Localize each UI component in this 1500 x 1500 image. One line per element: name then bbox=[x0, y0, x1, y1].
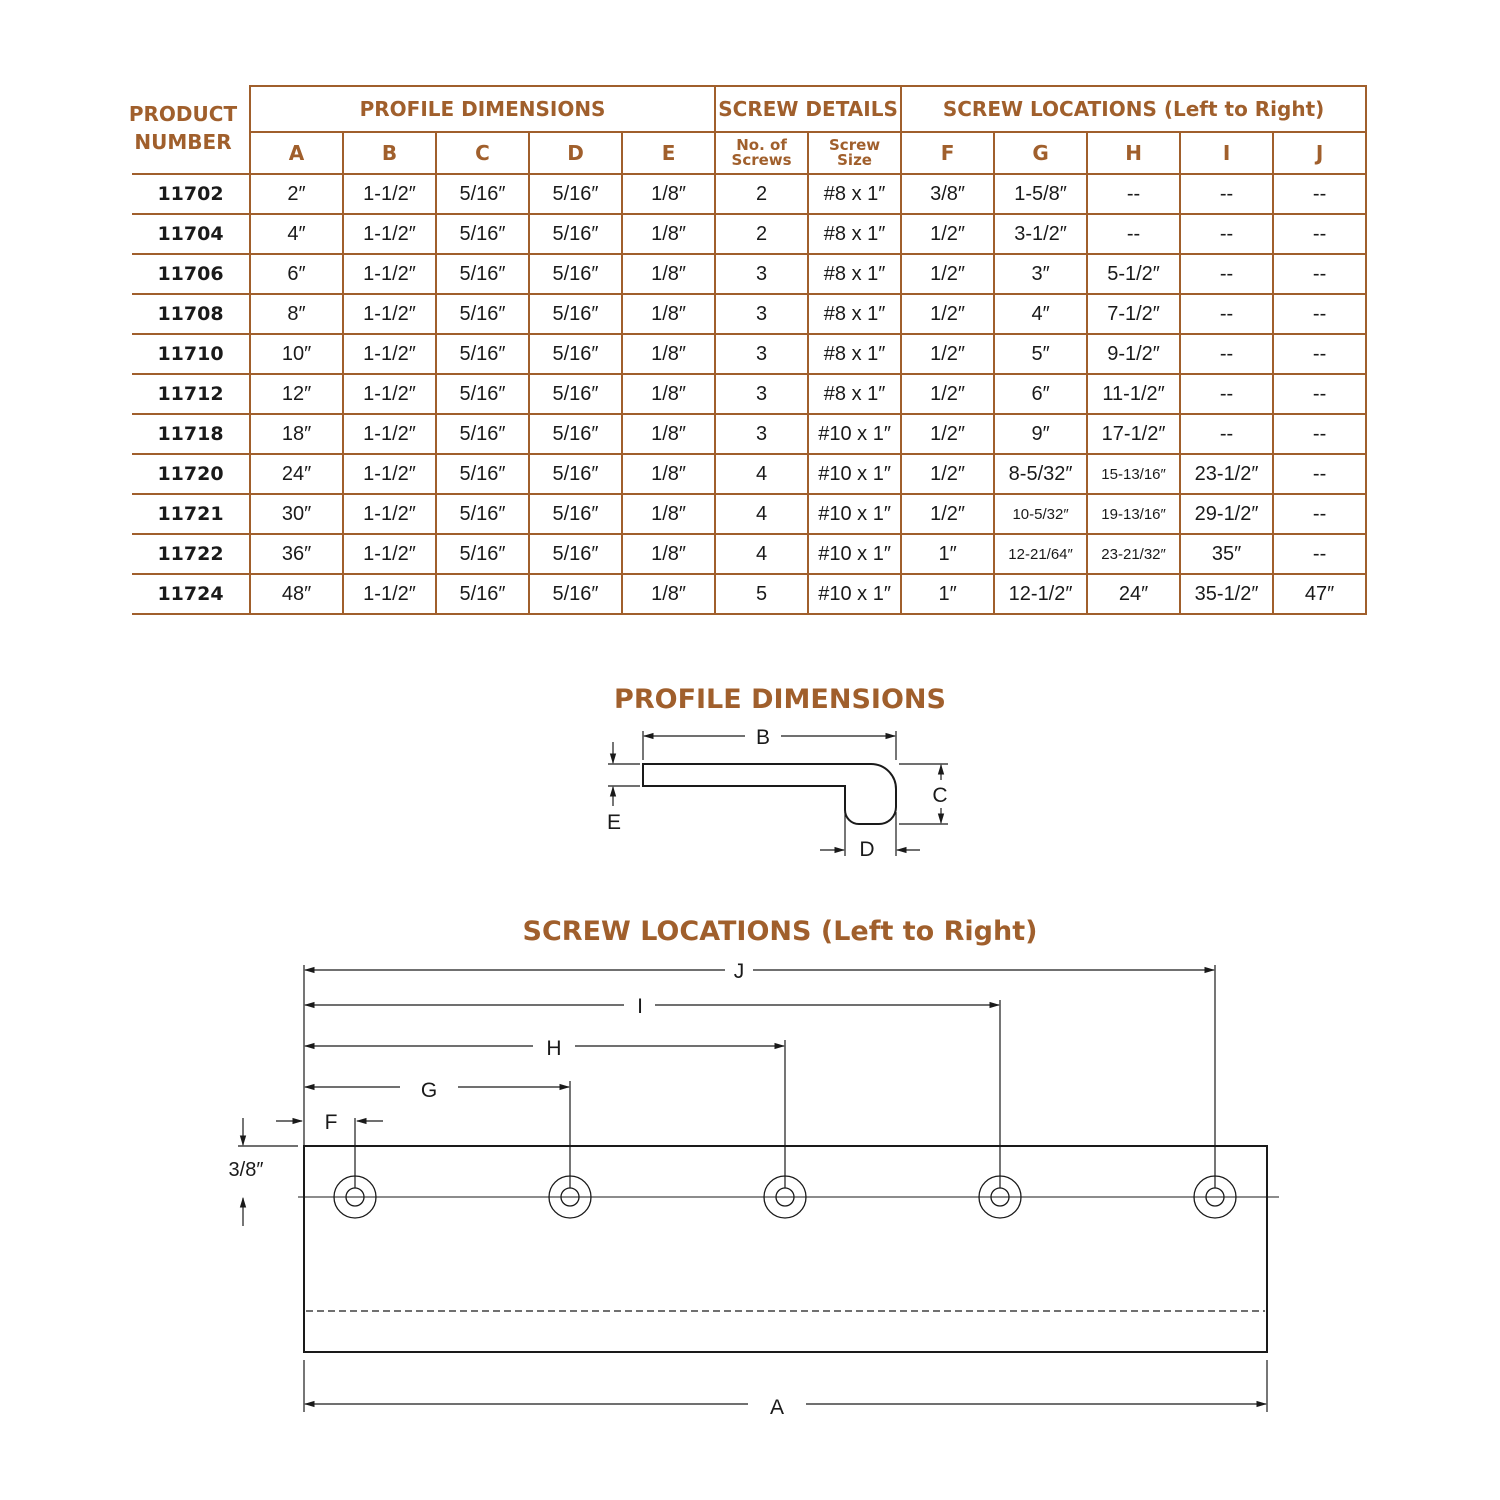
table-cell: -- bbox=[1180, 214, 1273, 254]
product-number-cell: 11710 bbox=[132, 334, 250, 374]
table-cell: 12″ bbox=[250, 374, 343, 414]
table-cell: 1/8″ bbox=[622, 374, 715, 414]
profile-label-e: E bbox=[606, 811, 622, 834]
table-cell: 5/16″ bbox=[436, 574, 529, 614]
col-h: H bbox=[1087, 132, 1180, 174]
table-cell: 2 bbox=[715, 174, 808, 214]
table-cell: -- bbox=[1087, 214, 1180, 254]
table-cell: 1″ bbox=[901, 534, 994, 574]
screw-diagram-title: SCREW LOCATIONS (Left to Right) bbox=[522, 916, 1038, 947]
screw-label-j: J bbox=[733, 960, 745, 983]
table-cell: 6″ bbox=[994, 374, 1087, 414]
screw-label-edge: 3/8″ bbox=[228, 1159, 264, 1181]
profile-shape bbox=[643, 764, 896, 824]
table-cell: 5/16″ bbox=[529, 414, 622, 454]
table-cell: -- bbox=[1180, 294, 1273, 334]
table-cell: 7-1/2″ bbox=[1087, 294, 1180, 334]
table-cell: 5 bbox=[715, 574, 808, 614]
product-number-cell: 11704 bbox=[132, 214, 250, 254]
table-cell: -- bbox=[1180, 254, 1273, 294]
screw-label-f: F bbox=[324, 1111, 338, 1134]
table-cell: #8 x 1″ bbox=[808, 254, 901, 294]
table-cell: 4 bbox=[715, 454, 808, 494]
table-cell: 3 bbox=[715, 294, 808, 334]
product-number-cell: 11702 bbox=[132, 174, 250, 214]
table-cell: 5/16″ bbox=[529, 214, 622, 254]
table-cell: -- bbox=[1087, 174, 1180, 214]
col-g: G bbox=[994, 132, 1087, 174]
profile-label-d: D bbox=[859, 838, 875, 861]
table-cell: 1/8″ bbox=[622, 174, 715, 214]
table-cell: #10 x 1″ bbox=[808, 534, 901, 574]
group-screw-details: SCREW DETAILS bbox=[715, 86, 901, 132]
table-cell: 3 bbox=[715, 334, 808, 374]
table-cell: -- bbox=[1273, 454, 1366, 494]
table-cell: 10-5/32″ bbox=[994, 494, 1087, 534]
product-number-cell: 11708 bbox=[132, 294, 250, 334]
table-cell: 1/8″ bbox=[622, 454, 715, 494]
table-cell: 5/16″ bbox=[436, 334, 529, 374]
table-cell: 2 bbox=[715, 214, 808, 254]
table-cell: 1/8″ bbox=[622, 254, 715, 294]
table-cell: 9-1/2″ bbox=[1087, 334, 1180, 374]
product-number-cell: 11724 bbox=[132, 574, 250, 614]
table-cell: -- bbox=[1273, 374, 1366, 414]
col-j: J bbox=[1273, 132, 1366, 174]
table-cell: 1/2″ bbox=[901, 214, 994, 254]
table-cell: 19-13/16″ bbox=[1087, 494, 1180, 534]
table-cell: 3″ bbox=[994, 254, 1087, 294]
product-number-header-line1: PRODUCT bbox=[128, 102, 238, 126]
table-cell: 1-1/2″ bbox=[343, 414, 436, 454]
table-cell: 18″ bbox=[250, 414, 343, 454]
table-cell: 5/16″ bbox=[436, 414, 529, 454]
col-c: C bbox=[436, 132, 529, 174]
table-cell: 9″ bbox=[994, 414, 1087, 454]
group-profile-dimensions: PROFILE DIMENSIONS bbox=[250, 86, 715, 132]
col-d: D bbox=[529, 132, 622, 174]
table-cell: 1/2″ bbox=[901, 294, 994, 334]
product-number-cell: 11721 bbox=[132, 494, 250, 534]
table-cell: 48″ bbox=[250, 574, 343, 614]
table-cell: 1/8″ bbox=[622, 534, 715, 574]
product-number-cell: 11722 bbox=[132, 534, 250, 574]
table-cell: -- bbox=[1273, 214, 1366, 254]
table-cell: 36″ bbox=[250, 534, 343, 574]
profile-diagram bbox=[608, 731, 948, 856]
screw-label-g: G bbox=[420, 1079, 438, 1102]
table-cell: 23-1/2″ bbox=[1180, 454, 1273, 494]
profile-label-c: C bbox=[932, 784, 948, 807]
table-cell: 12-1/2″ bbox=[994, 574, 1087, 614]
table-cell: 4 bbox=[715, 534, 808, 574]
table-cell: 1-1/2″ bbox=[343, 214, 436, 254]
table-cell: 5/16″ bbox=[436, 534, 529, 574]
table-cell: 1-1/2″ bbox=[343, 454, 436, 494]
table-cell: 1-1/2″ bbox=[343, 534, 436, 574]
table-cell: 24″ bbox=[1087, 574, 1180, 614]
table-cell: 1/8″ bbox=[622, 494, 715, 534]
product-number-cell: 11720 bbox=[132, 454, 250, 494]
table-cell: 5/16″ bbox=[436, 214, 529, 254]
table-cell: 5/16″ bbox=[529, 294, 622, 334]
table-cell: 1/8″ bbox=[622, 294, 715, 334]
profile-diagram-title: PROFILE DIMENSIONS bbox=[614, 684, 946, 715]
table-cell: 1″ bbox=[901, 574, 994, 614]
table-cell: -- bbox=[1273, 334, 1366, 374]
table-cell: 1/8″ bbox=[622, 574, 715, 614]
table-cell: 1-1/2″ bbox=[343, 334, 436, 374]
table-cell: 5/16″ bbox=[436, 454, 529, 494]
col-i: I bbox=[1180, 132, 1273, 174]
table-cell: -- bbox=[1180, 174, 1273, 214]
table-cell: 5/16″ bbox=[436, 254, 529, 294]
table-cell: 5/16″ bbox=[436, 374, 529, 414]
col-f: F bbox=[901, 132, 994, 174]
table-cell: 5/16″ bbox=[529, 534, 622, 574]
screw-diagram bbox=[238, 965, 1279, 1412]
table-cell: 30″ bbox=[250, 494, 343, 534]
table-cell: 17-1/2″ bbox=[1087, 414, 1180, 454]
table-cell: 1/2″ bbox=[901, 254, 994, 294]
table-cell: -- bbox=[1273, 494, 1366, 534]
screw-label-h: H bbox=[546, 1037, 562, 1060]
table-cell: 24″ bbox=[250, 454, 343, 494]
table-cell: 35-1/2″ bbox=[1180, 574, 1273, 614]
table-cell: -- bbox=[1273, 254, 1366, 294]
table-cell: 5/16″ bbox=[529, 374, 622, 414]
table-cell: #8 x 1″ bbox=[808, 374, 901, 414]
table-cell: #10 x 1″ bbox=[808, 574, 901, 614]
table-cell: 1-1/2″ bbox=[343, 294, 436, 334]
product-number-header-line2: NUMBER bbox=[134, 130, 232, 154]
table-cell: #8 x 1″ bbox=[808, 214, 901, 254]
col-a: A bbox=[250, 132, 343, 174]
table-cell: 6″ bbox=[250, 254, 343, 294]
screw-label-a: A bbox=[769, 1396, 785, 1419]
table-cell: 5/16″ bbox=[529, 334, 622, 374]
table-cell: -- bbox=[1273, 174, 1366, 214]
table-cell: -- bbox=[1273, 294, 1366, 334]
table-cell: 10″ bbox=[250, 334, 343, 374]
table-cell: 1/2″ bbox=[901, 374, 994, 414]
product-number-cell: 11718 bbox=[132, 414, 250, 454]
table-cell: 12-21/64″ bbox=[994, 534, 1087, 574]
profile-label-b: B bbox=[755, 726, 771, 749]
table-cell: 1/8″ bbox=[622, 414, 715, 454]
col-b: B bbox=[343, 132, 436, 174]
table-cell: -- bbox=[1180, 334, 1273, 374]
table-cell: 1-5/8″ bbox=[994, 174, 1087, 214]
table-cell: -- bbox=[1180, 414, 1273, 454]
product-number-cell: 11706 bbox=[132, 254, 250, 294]
table-cell: 15-13/16″ bbox=[1087, 454, 1180, 494]
col-screw-size: Screw Size bbox=[808, 132, 901, 174]
table-cell: 1/8″ bbox=[622, 334, 715, 374]
table-cell: 3-1/2″ bbox=[994, 214, 1087, 254]
table-cell: 5/16″ bbox=[529, 254, 622, 294]
table-cell: 1-1/2″ bbox=[343, 494, 436, 534]
table-cell: 1/2″ bbox=[901, 454, 994, 494]
table-cell: 1-1/2″ bbox=[343, 254, 436, 294]
table-cell: 29-1/2″ bbox=[1180, 494, 1273, 534]
table-cell: 4″ bbox=[994, 294, 1087, 334]
table-cell: #8 x 1″ bbox=[808, 174, 901, 214]
table-cell: -- bbox=[1273, 414, 1366, 454]
product-number-cell: 11712 bbox=[132, 374, 250, 414]
table-cell: 3 bbox=[715, 254, 808, 294]
table-cell: 3/8″ bbox=[901, 174, 994, 214]
table-cell: 1/8″ bbox=[622, 214, 715, 254]
table-cell: 1-1/2″ bbox=[343, 174, 436, 214]
table-cell: 1/2″ bbox=[901, 414, 994, 454]
table-cell: 1-1/2″ bbox=[343, 374, 436, 414]
table-cell: 1/2″ bbox=[901, 334, 994, 374]
table-cell: 5/16″ bbox=[529, 174, 622, 214]
table-cell: 5/16″ bbox=[436, 494, 529, 534]
table-cell: 5/16″ bbox=[529, 454, 622, 494]
table-cell: #8 x 1″ bbox=[808, 334, 901, 374]
table-cell: 35″ bbox=[1180, 534, 1273, 574]
table-cell: 23-21/32″ bbox=[1087, 534, 1180, 574]
table-cell: 3 bbox=[715, 374, 808, 414]
table-cell: -- bbox=[1180, 374, 1273, 414]
table-cell: #8 x 1″ bbox=[808, 294, 901, 334]
table-cell: 8″ bbox=[250, 294, 343, 334]
table-cell: #10 x 1″ bbox=[808, 494, 901, 534]
table-cell: 4″ bbox=[250, 214, 343, 254]
table-cell: 1-1/2″ bbox=[343, 574, 436, 614]
table-cell: 8-5/32″ bbox=[994, 454, 1087, 494]
table-cell: 11-1/2″ bbox=[1087, 374, 1180, 414]
table-cell: 5-1/2″ bbox=[1087, 254, 1180, 294]
screw-label-i: I bbox=[637, 995, 643, 1018]
table-cell: 5/16″ bbox=[436, 174, 529, 214]
table-cell: 3 bbox=[715, 414, 808, 454]
col-no-of-screws: No. of Screws bbox=[715, 132, 808, 174]
col-e: E bbox=[622, 132, 715, 174]
table-cell: 2″ bbox=[250, 174, 343, 214]
table-cell: 4 bbox=[715, 494, 808, 534]
table-cell: 5/16″ bbox=[436, 294, 529, 334]
table-cell: -- bbox=[1273, 534, 1366, 574]
group-screw-locations: SCREW LOCATIONS (Left to Right) bbox=[901, 86, 1366, 132]
table-cell: 1/2″ bbox=[901, 494, 994, 534]
table-cell: #10 x 1″ bbox=[808, 454, 901, 494]
table-cell: 5/16″ bbox=[529, 494, 622, 534]
table-cell: 5/16″ bbox=[529, 574, 622, 614]
table-cell: 5″ bbox=[994, 334, 1087, 374]
table-cell: 47″ bbox=[1273, 574, 1366, 614]
table-cell: #10 x 1″ bbox=[808, 414, 901, 454]
